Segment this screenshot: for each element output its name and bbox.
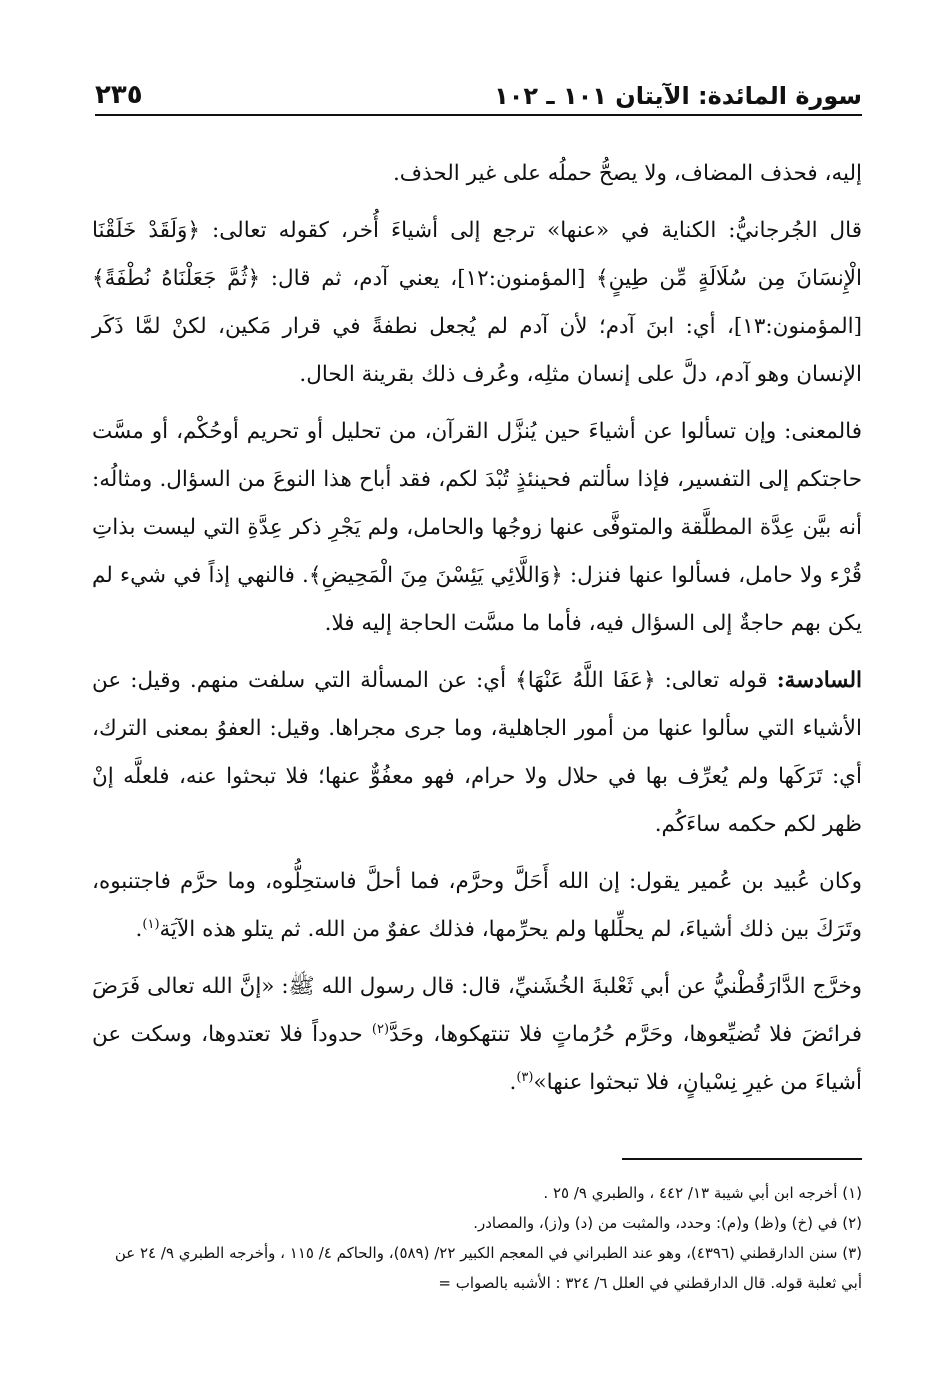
main-text [92, 150, 862, 1116]
footnote-ref-3[interactable]: (٣) [516, 1069, 534, 1085]
paragraph-3: فالمعنى: وإن تسألوا عن أشياءَ حين يُنزَّل القرآن، من تحليل أو تحريم أوحُكْم، أو مسَّت حاجتكم إلى التفسير، فإذا سألتم فحينئذٍ تُبْدَ لكم، فقد أباح هذا النوعَ من السؤال. ومثالُه: أنه بيَّن عِدَّة المطلَّقة والمتوفَّى عنها زوجُها والحامل، ولم يَجْرِ ذكر عِدَّةِ التي ليست بذاتِ قُرْء ولا حامل، فسألوا عنها فنزل: ﴿وَاللَّائِي يَئِسْنَ مِنَ الْمَحِيضِ﴾. فالنهي إذاً في شيء لم يكن بهم حاجةٌ إلى السؤال فيه، فأما ما مسَّت الحاجة إليه فلا. [92, 419, 862, 636]
page-number: ٢٣٥ [95, 80, 143, 110]
paragraph-5-end: . [135, 917, 143, 942]
paragraph-5 [92, 858, 862, 954]
paragraph-6-text: وخرَّج الدَّارَقُطْنيُّ عن أبي ثَعْلبةَ الخُشَنيِّ، قال: قال رسول الله ﷺ: «إنَّ الله تعالى فَرَضَ فرائضَ فلا تُضيِّعوها، وحَرَّم حُرُماتٍ فلا تنتهكوها، وحَدَّ [92, 974, 863, 1047]
footnote-separator [622, 1158, 862, 1160]
footnote-ref-1[interactable]: (١) [142, 916, 160, 932]
paragraph-6-text-b: حدوداً فلا تعتدوها، وسكت عن أشياءَ من غيرِ نِسْيانٍ، فلا تبحثوا عنها» [92, 1022, 862, 1095]
footnote-2: (٢) في (خ) و(ظ) و(م): وحدد، والمثبت من (د) و(ز)، والمصادر. [473, 1214, 862, 1232]
paragraph-6-end: . [509, 1070, 517, 1095]
paragraph-4 [92, 657, 862, 849]
paragraph-6 [92, 963, 862, 1107]
section-lead-sixth: السادسة: [776, 668, 862, 693]
paragraph-1: إليه، فحذف المضاف، ولا يصحُّ حملُه على غير الحذف. [392, 161, 862, 186]
footnote-1: (١) أخرجه ابن أبي شيبة ١٣/ ٤٤٢ ، والطبري ٩/ ٢٥ . [543, 1184, 862, 1202]
page-header [95, 70, 862, 116]
paragraph-2: قال الجُرجانيُّ: الكناية في «عنها» ترجع إلى أشياءَ أُخر، كقوله تعالى: ﴿وَلَقَدْ خَلَقْنَا الْإِنسَانَ مِن سُلَالَةٍ مِّن طِينٍ﴾ [المؤمنون:١٢]، يعني آدم، ثم قال: ﴿ثُمَّ جَعَلْنَاهُ نُطْفَةً﴾ [المؤمنون:١٣]، أي: ابنَ آدم؛ لأن آدم لم يُجعل نطفةً في قرار مَكين، لكنْ لمَّا ذَكَر الإنسان وهو آدم، دلَّ على إنسان مثلِه، وعُرف ذلك بقرينة الحال. [92, 218, 862, 387]
paragraph-4-text: قوله تعالى: ﴿عَفَا اللَّهُ عَنْهَا﴾ أي: عن المسألة التي سلفت منهم. وقيل: عن الأشياء التي سألوا عنها من أمور الجاهلية، وما جرى مجراها. وقيل: العفوُ بمعنى الترك، أي: تَرَكَها ولم يُعرِّف بها في حلال ولا حرام، فهو معفُوٌّ عنها؛ فلا تبحثوا عنه، فلعلَّه إنْ ظهر لكم حكمه ساءَكُم. [92, 668, 862, 837]
footnote-ref-2[interactable]: (٢) [371, 1021, 390, 1037]
running-title: سورة المائدة: الآيتان ١٠١ ـ ١٠٢ [494, 82, 862, 110]
footnotes [92, 1178, 862, 1298]
footnote-3: (٣) سنن الدارقطني (٤٣٩٦)، وهو عند الطبراني في المعجم الكبير ٢٢/ (٥٨٩)، والحاكم ٤/ ١١٥ ، وأخرجه الطبري ٩/ ٢٤ عن أبي ثعلبة قوله. قال الدارقطني في العلل ٦/ ٣٢٤ : الأشبه بالصواب = [114, 1244, 862, 1292]
paragraph-5-text: وكان عُبيد بن عُمير يقول: إن الله أَحَلَّ وحرَّم، فما أحلَّ فاستحِلُّوه، وما حرَّم فاجتنبوه، وتَرَكَ بين ذلك أشياءَ، لم يحلِّلها ولم يحرِّمها، فذلك عفوٌ من الله. ثم يتلو هذه الآيَة [92, 869, 862, 942]
